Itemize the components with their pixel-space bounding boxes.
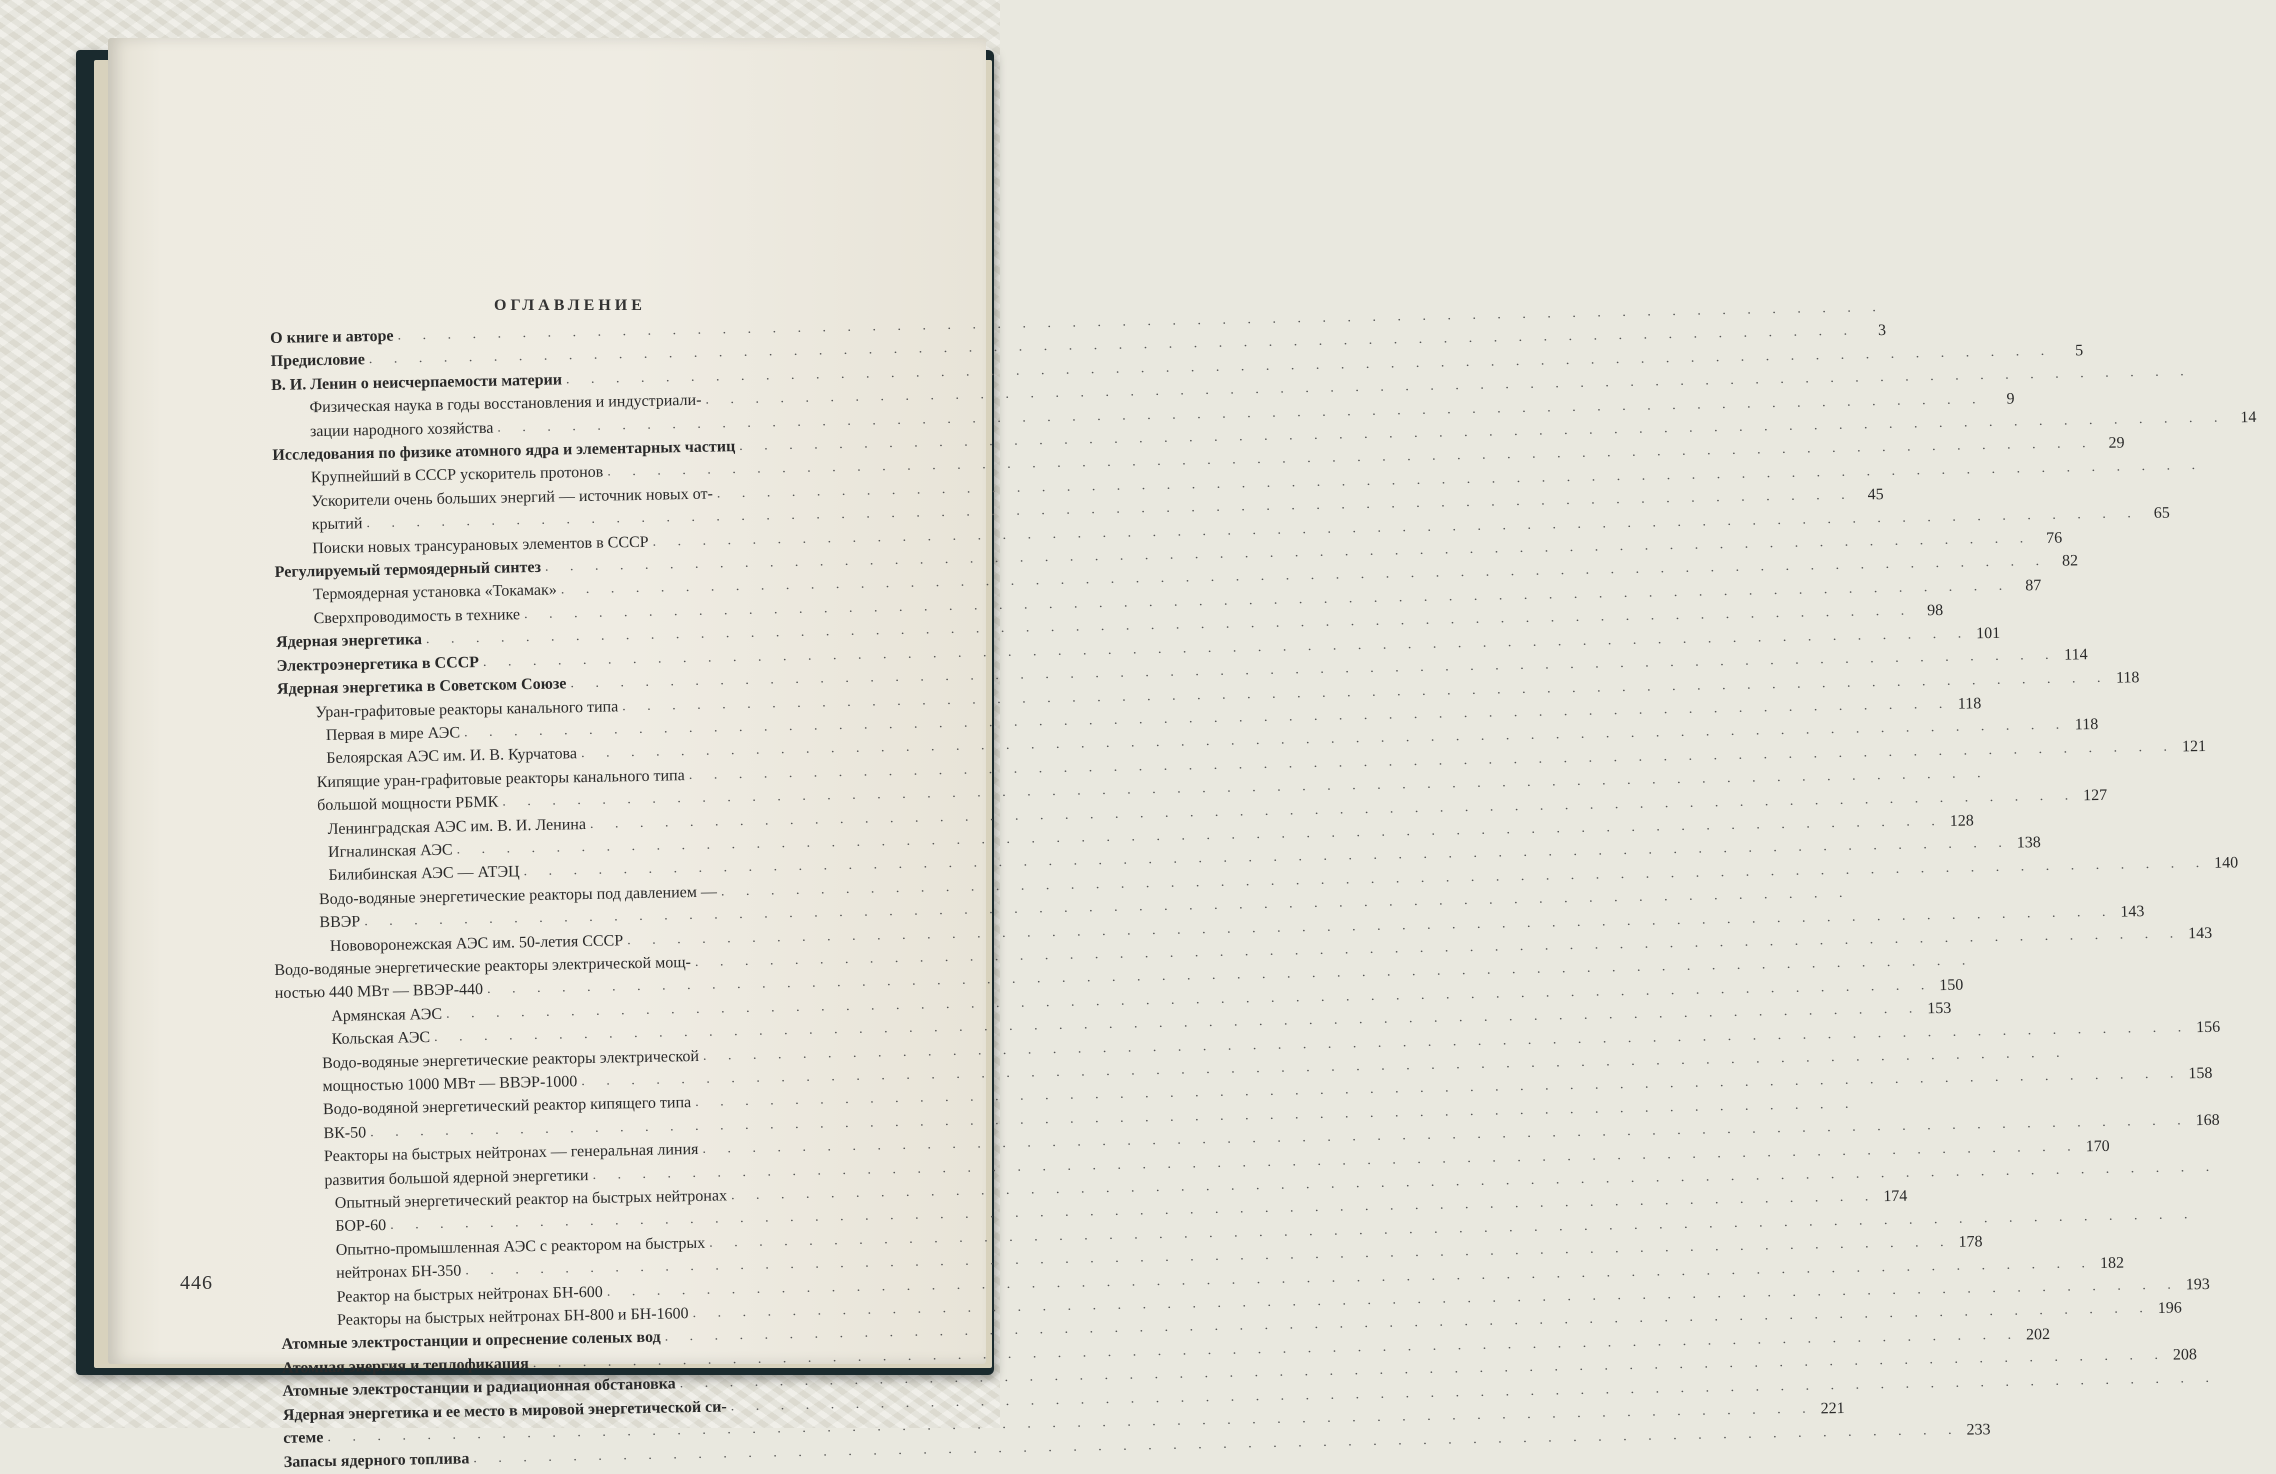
toc-entry-title: Опытный энергетический реактор на быстрых нейтронах xyxy=(334,1187,728,1212)
toc-entry-page: 233 xyxy=(1966,1420,1991,1439)
toc-entry-page: 121 xyxy=(2181,737,2207,756)
toc-entry-title: Опытно-промышленная АЭС с реактором на быстрых xyxy=(335,1234,706,1259)
toc-entry-page xyxy=(2197,1226,2227,1227)
toc-entry-page: 174 xyxy=(1883,1188,1908,1206)
toc-entry-title: Водо-водяные энергетические реакторы электрической xyxy=(321,1047,700,1072)
toc-entry-page: 202 xyxy=(2025,1325,2051,1344)
toc-entry-page: 138 xyxy=(2016,834,2041,852)
toc-entry-page xyxy=(2204,477,2234,478)
toc-entry-title: Нововоронежская АЭС им. 50-летия СССР xyxy=(329,931,624,955)
toc-entry-page: 128 xyxy=(1949,812,1974,830)
toc-entry-page: 101 xyxy=(1976,624,2001,642)
toc-entry-title: Реактор на быстрых нейтронах БН-600 xyxy=(336,1283,603,1306)
toc-entry-title: развития большой ядерной энергетики xyxy=(324,1166,589,1189)
toc-entry-title: ВК-50 xyxy=(323,1124,367,1142)
toc-entry-page: 5 xyxy=(2075,342,2084,360)
toc-entry-page: 208 xyxy=(2172,1346,2198,1364)
toc-entry-page: 45 xyxy=(1867,486,1884,504)
toc-entry-title: Сверхпроводимость в технике xyxy=(313,606,521,628)
toc-entry-page: 182 xyxy=(2099,1254,2125,1272)
toc-entry-page: 150 xyxy=(1939,976,1964,994)
toc-entry-title: Ядерная энергетика xyxy=(275,631,423,652)
page-number: 446 xyxy=(180,1272,213,1294)
toc-entry-title: большой мощности РБМК xyxy=(317,793,499,815)
toc-entry-page: 168 xyxy=(2195,1111,2220,1130)
toc-entry-title: Поиски новых трансурановых элементов в СССР xyxy=(312,533,649,557)
toc-entry-page xyxy=(2218,1389,2248,1390)
toc-entry-page: 118 xyxy=(1957,695,1982,713)
toc-entry-page: 178 xyxy=(1958,1233,1983,1252)
toc-entry-page: 76 xyxy=(2045,529,2063,548)
toc-entry-title: Первая в мире АЭС xyxy=(325,724,461,744)
toc-entry-page: 9 xyxy=(2006,390,2015,408)
toc-entry-title: Запасы ядерного топлива xyxy=(283,1449,470,1471)
toc-entry-page: 14 xyxy=(2240,408,2257,427)
toc-entry-title: Армянская АЭС xyxy=(331,1005,443,1025)
toc-entry-title: Кольская АЭС xyxy=(331,1029,431,1049)
toc-entry-page: 170 xyxy=(2085,1137,2110,1155)
toc-entry-page xyxy=(2193,383,2223,384)
toc-entry-title: Ленинградская АЭС им. В. И. Ленина xyxy=(327,815,587,838)
toc-entry-title: Водо-водяной энергетический реактор кипящего типа xyxy=(322,1094,692,1119)
toc-entry-page: 156 xyxy=(2195,1018,2221,1036)
toc-entry-title: ностью 440 МВт — ВВЭР-440 xyxy=(274,981,484,1003)
toc-entry-page: 221 xyxy=(1820,1400,1845,1418)
toc-entry-title: Электроэнергетика в СССР xyxy=(276,653,480,675)
toc-entry-page: 153 xyxy=(1927,1000,1952,1018)
toc-entry-page: 158 xyxy=(2188,1065,2213,1083)
toc-entry-title: Ядерная энергетика в Советском Союзе xyxy=(276,675,567,699)
toc-entry-title: Водо-водяные энергетические реакторы под давлением — xyxy=(318,883,718,908)
toc-entry-title: Термоядерная установка «Токамак» xyxy=(312,582,557,604)
toc-entry-page: 193 xyxy=(2185,1276,2210,1294)
toc-entry-title: Предисловие xyxy=(270,351,366,371)
toc-entry-title: ВВЭР xyxy=(319,913,361,932)
toc-entry-page: 114 xyxy=(2064,646,2088,664)
toc-entry-page xyxy=(2218,1179,2248,1180)
toc-entry-page: 140 xyxy=(2213,854,2239,872)
toc-entry-title: зации народного хозяйства xyxy=(309,419,494,440)
toc-entry-page: 143 xyxy=(2187,924,2213,943)
toc-entry-title: Игналинская АЭС xyxy=(327,841,453,861)
toc-entry-title: Регулируемый термоядерный синтез xyxy=(274,558,542,582)
toc-entry-title: В. И. Ленин о неисчерпаемости материи xyxy=(270,371,563,394)
toc-entry-title: Билибинская АЭС — АТЭЦ xyxy=(328,863,520,885)
toc-entry-page xyxy=(1975,973,2005,974)
toc-entry-title: Крупнейший в СССР ускоритель протонов xyxy=(310,464,604,487)
toc-entry-title: БОР-60 xyxy=(335,1217,387,1236)
toc-entry-title: мощностью 1000 МВт — ВВЭР-1000 xyxy=(322,1073,578,1096)
toc-entry-title: стеме xyxy=(283,1429,324,1448)
toc-entry-page: 118 xyxy=(2074,716,2099,734)
toc-entry-title: Атомная энергия и теплофикация xyxy=(281,1355,530,1377)
toc-entry-title: О книге и авторе xyxy=(270,327,394,347)
toc-entry-page: 65 xyxy=(2153,504,2170,522)
toc-entry-title: Атомные электростанции и опреснение соленых вод xyxy=(281,1329,661,1354)
toc-entry-title: Атомные электростанции и радиационная обстановка xyxy=(282,1375,676,1401)
toc-entry-page: 3 xyxy=(1877,322,1887,340)
toc-entry-title: нейтронах БН-350 xyxy=(336,1262,462,1283)
table-of-contents xyxy=(270,316,2257,1474)
toc-entry-title: Уран-графитовые реакторы канального типа xyxy=(315,697,619,721)
page-title: ОГЛАВЛЕНИЕ xyxy=(494,297,646,314)
toc-entry-page: 98 xyxy=(1926,602,1944,620)
toc-entry-page: 29 xyxy=(2108,434,2125,453)
toc-entry-title: Кипящие уран-графитовые реакторы канального типа xyxy=(316,766,685,791)
toc-entry-page: 82 xyxy=(2061,552,2079,571)
toc-entry-page: 196 xyxy=(2157,1299,2183,1318)
toc-entry-title: Физическая наука в годы восстановления и индустриали- xyxy=(309,391,702,417)
toc-entry-page: 127 xyxy=(2083,786,2108,804)
toc-entry-title: Реакторы на быстрых нейтронах БН-800 и БН-1600 xyxy=(336,1305,689,1329)
toc-entry-title: Исследования по физике атомного ядра и элементарных частиц xyxy=(272,438,736,465)
toc-entry-page: 118 xyxy=(2115,668,2140,687)
toc-entry-page xyxy=(1885,319,1915,320)
toc-entry-title: Реакторы на быстрых нейтронах — генеральная линия xyxy=(323,1141,699,1166)
toc-entry-title: Ускорители очень больших энергий — источник новых от- xyxy=(311,485,713,511)
toc-entry-page: 87 xyxy=(2025,576,2042,595)
toc-entry-title: крытий xyxy=(311,515,363,534)
toc-entry-title: Ядерная энергетика и ее место в мировой энергетической си- xyxy=(282,1398,727,1424)
toc-entry-title: Водо-водяные энергетические реакторы электрической мощ- xyxy=(274,954,692,980)
toc-entry-page: 143 xyxy=(2120,902,2145,921)
toc-entry-title: Белоярская АЭС им. И. В. Курчатова xyxy=(326,745,578,768)
